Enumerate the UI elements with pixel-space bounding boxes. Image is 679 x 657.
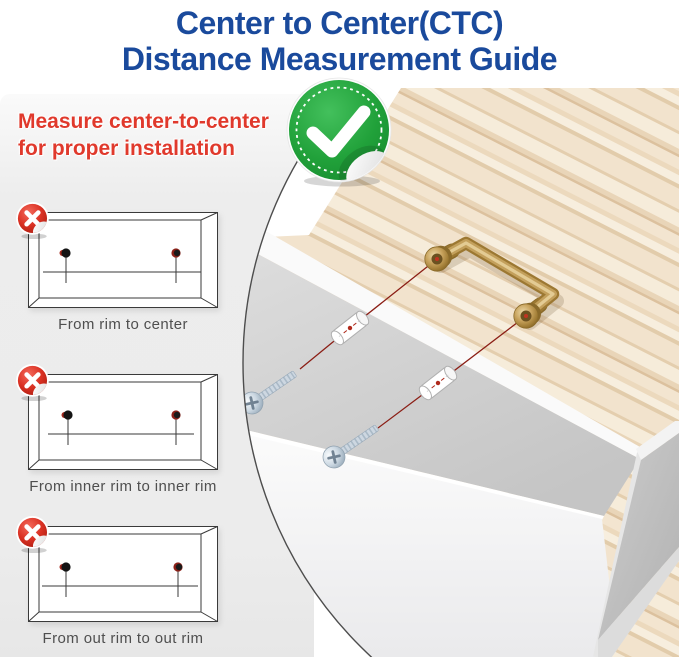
page-title-line1: Center to Center(CTC) xyxy=(175,5,504,41)
page-header xyxy=(0,0,679,88)
wrong-method-label: From rim to center xyxy=(58,316,188,333)
page-title-line2: Distance Measurement Guide xyxy=(121,41,558,77)
wrong-method-label: From out rim to out rim xyxy=(42,630,204,647)
wrong-method-label: From inner rim to inner rim xyxy=(29,478,217,495)
callout-line2: for proper installation xyxy=(18,137,236,160)
check-icon xyxy=(284,76,396,188)
callout-line1: Measure center-to-center xyxy=(18,110,269,133)
